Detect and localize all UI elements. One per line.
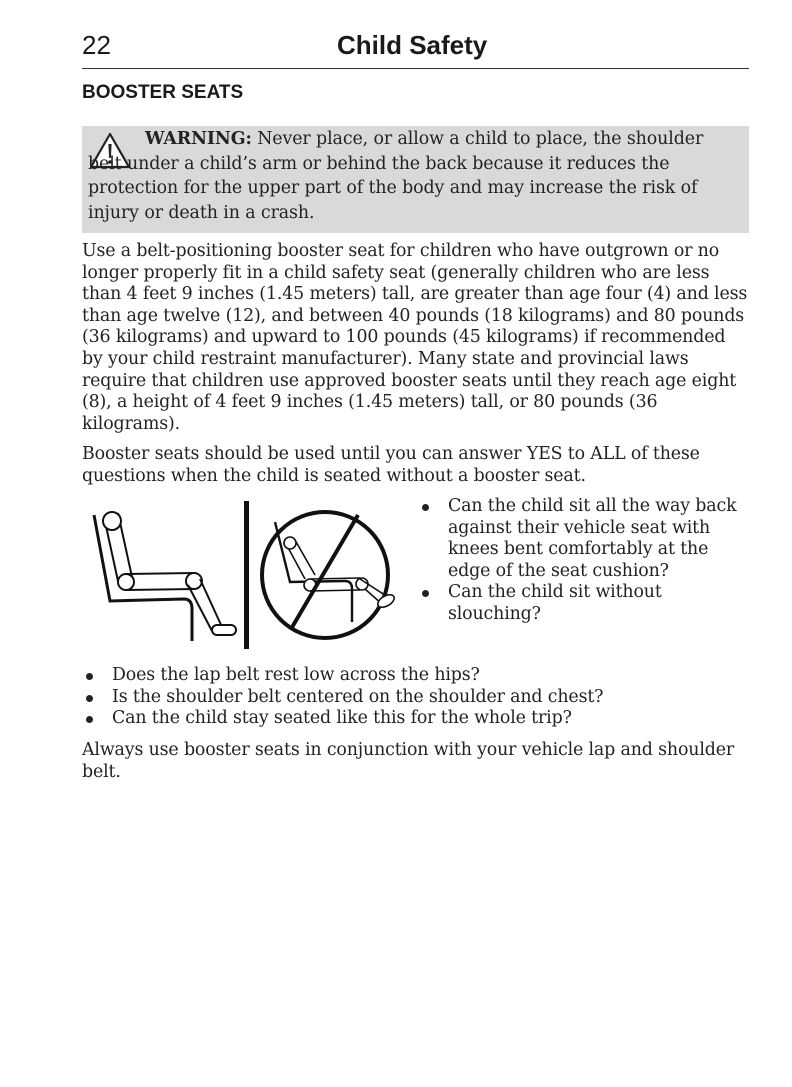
warning-box xyxy=(82,126,749,233)
warning-text xyxy=(88,127,742,225)
correct-posture-figure xyxy=(94,512,236,641)
intro-paragraph: Use a belt-positioning booster seat for children who have outgrown or no longer properly fit in a child safety seat (generally children who are less than 4 feet 9 inches (1.45 meters) tall, are greater than age four (4) and less than age twelve (12), and between 40 pounds (18 kilograms) and 80 pounds (36 kilograms) and upward to 100 pounds (45 kilograms) if recommended by your child restraint manufacturer). Many state and provincial laws require that children use approved booster seats until they reach age eight (8), a height of 4 feet 9 inches (1.45 meters) tall, or 80 pounds (36 kilograms). xyxy=(82,241,748,434)
list-item: Does the lap belt rest low across the hips? xyxy=(82,665,749,687)
page-number: 22 xyxy=(82,30,111,60)
seated-child-posture-illustration xyxy=(90,497,400,652)
incorrect-posture-figure xyxy=(262,512,396,638)
questions-paragraph: Booster seats should be used until you can answer YES to ALL of these questions when the child is seated without a booster seat. xyxy=(82,444,700,486)
warning-body: Never place, or allow a child to place, the shoulder belt under a child’s arm or behind the back because it reduces the protection for the upper part of the body and may increase the risk of injury or death in a crash. xyxy=(88,129,704,223)
chapter-title: Child Safety xyxy=(337,30,488,60)
question-list xyxy=(82,665,749,730)
warning-label: WARNING: xyxy=(145,129,252,149)
figure-divider xyxy=(244,501,249,649)
list-item: Can the child sit all the way back against their vehicle seat with knees bent comfortably at the edge of the seat cushion? xyxy=(418,496,738,582)
list-item: Can the child stay seated like this for the whole trip? xyxy=(82,708,749,730)
list-item: Can the child sit without slouching? xyxy=(418,582,738,625)
section-heading: BOOSTER SEATS xyxy=(82,82,244,103)
list-item: Is the shoulder belt centered on the shoulder and chest? xyxy=(82,687,749,709)
side-question-list xyxy=(418,496,738,626)
header-divider xyxy=(82,68,749,69)
closing-paragraph: Always use booster seats in conjunction with your vehicle lap and shoulder belt. xyxy=(82,740,735,782)
